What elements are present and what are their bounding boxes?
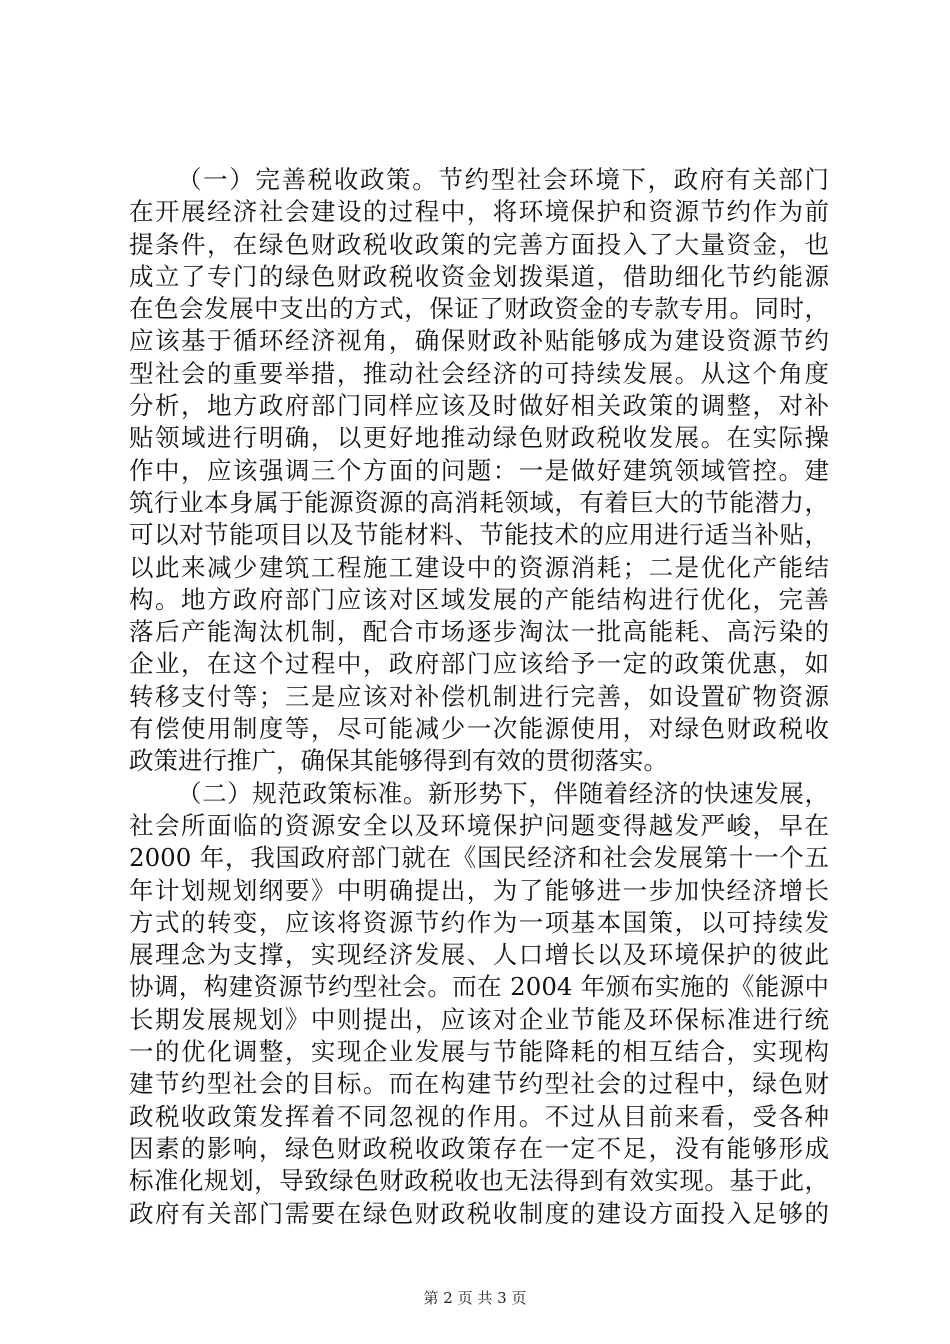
text-line: 落后产能淘汰机制，配合市场逐步淘汰一批高能耗、高污染的 xyxy=(129,617,829,647)
text-line: 2000 年，我国政府部门就在《国民经济和社会发展第十一个五 xyxy=(129,843,829,873)
text-line: 贴领域进行明确，以更好地推动绿色财政税收发展。在实际操 xyxy=(129,423,829,453)
document-body xyxy=(129,164,829,1230)
text-line: 社会所面临的资源安全以及环境保护问题变得越发严峻，早在 xyxy=(129,810,829,840)
text-line: 成立了专门的绿色财政税收资金划拨渠道，借助细化节约能源 xyxy=(129,261,829,291)
paragraph xyxy=(129,778,829,1230)
text-line: 长期发展规划》中则提出，应该对企业节能及环保标准进行统 xyxy=(129,1004,829,1034)
paragraph xyxy=(129,164,829,778)
text-line: 政府有关部门需要在绿色财政税收制度的建设方面投入足够的 xyxy=(129,1198,829,1228)
text-line: 标准化规划，导致绿色财政税收也无法得到有效实现。基于此， xyxy=(129,1166,829,1196)
text-line: 型社会的重要举措，推动社会经济的可持续发展。从这个角度 xyxy=(129,358,829,388)
page-footer: 第 2 页 共 3 页 xyxy=(423,1289,527,1307)
text-line: 建节约型社会的目标。而在构建节约型社会的过程中，绿色财 xyxy=(129,1069,829,1099)
text-line: 展理念为支撑，实现经济发展、人口增长以及环境保护的彼此 xyxy=(129,940,829,970)
text-line: 筑行业本身属于能源资源的高消耗领域，有着巨大的节能潜力， xyxy=(129,487,829,517)
text-line: 应该基于循环经济视角，确保财政补贴能够成为建设资源节约 xyxy=(129,326,829,356)
text-line: 作中，应该强调三个方面的问题：一是做好建筑领域管控。建 xyxy=(129,455,829,485)
text-line: 企业，在这个过程中，政府部门应该给予一定的政策优惠，如 xyxy=(129,649,829,679)
text-line: 提条件，在绿色财政税收政策的完善方面投入了大量资金，也 xyxy=(129,229,829,259)
text-line: 构。地方政府部门应该对区域发展的产能结构进行优化，完善 xyxy=(129,584,829,614)
text-line: 年计划规划纲要》中明确提出，为了能够进一步加快经济增长 xyxy=(129,875,829,905)
text-line: 分析，地方政府部门同样应该及时做好相关政策的调整，对补 xyxy=(129,391,829,421)
text-line: 转移支付等；三是应该对补偿机制进行完善，如设置矿物资源 xyxy=(129,681,829,711)
text-line: 政税收政策发挥着不同忽视的作用。不过从目前来看，受各种 xyxy=(129,1101,829,1131)
text-line: （一）完善税收政策。节约型社会环境下，政府有关部门 xyxy=(177,165,829,194)
text-line: 政策进行推广，确保其能够得到有效的贯彻落实。 xyxy=(129,746,668,776)
text-line: 可以对节能项目以及节能材料、节能技术的应用进行适当补贴， xyxy=(129,520,829,550)
text-line: 方式的转变，应该将资源节约作为一项基本国策，以可持续发 xyxy=(129,907,829,937)
text-line: 在色会发展中支出的方式，保证了财政资金的专款专用。同时， xyxy=(129,294,829,324)
text-line: 一的优化调整，实现企业发展与节能降耗的相互结合，实现构 xyxy=(129,1037,829,1067)
text-line: 因素的影响，绿色财政税收政策存在一定不足，没有能够形成 xyxy=(129,1133,829,1163)
text-line: 在开展经济社会建设的过程中，将环境保护和资源节约作为前 xyxy=(129,197,829,227)
text-line: 有偿使用制度等，尽可能减少一次能源使用，对绿色财政税收 xyxy=(129,714,829,744)
text-line: 以此来减少建筑工程施工建设中的资源消耗；二是优化产能结 xyxy=(129,552,829,582)
text-line: 协调，构建资源节约型社会。而在 2004 年颁布实施的《能源中 xyxy=(129,972,829,1002)
text-line: （二）规范政策标准。新形势下，伴随着经济的快速发展， xyxy=(177,778,829,808)
